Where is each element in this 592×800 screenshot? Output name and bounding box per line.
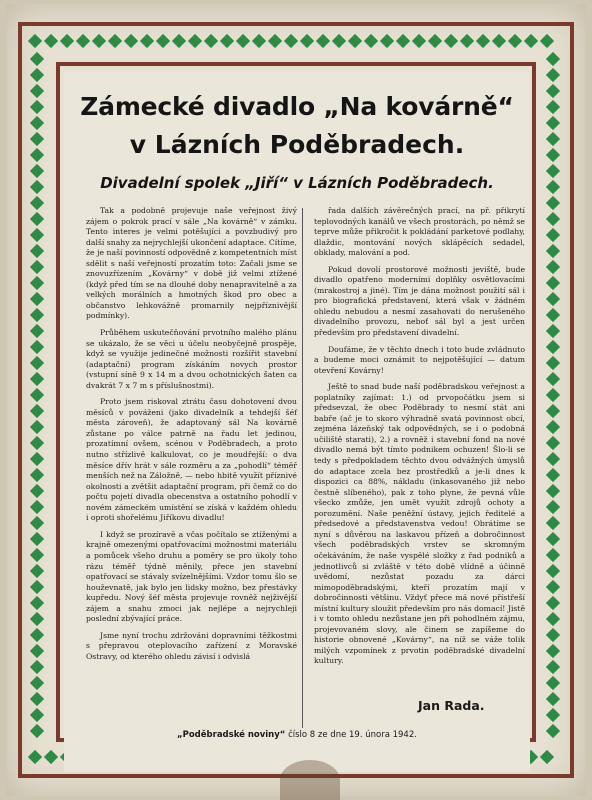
border-diamond (30, 692, 44, 706)
paragraph: Jsme nyní trochu zdržováni dopravními těžkostmi s přepravou oteplovacího zařízení z Moravské Ostravy, od kterého ohledu závisí i odvislá (86, 630, 297, 661)
border-diamond (30, 356, 44, 370)
border-diamond (546, 100, 560, 114)
paragraph: Tak a podobně projevuje naše veřejnost živý zájem o pokrok prací v sále „Na kovárně“ v zámku. Tento interes je velmi potěšující a povzbudivý pro další snahy za nejrychlejší ukončení adaptace. Cítíme, že je naší povinností odpovědně z kompetentních míst sdělit s naší veřejností prozatím toto: Začali jsme se znovuzřízením „Kovárny“ v době již velmi ztížené (když před tím se na dlouhé doby nenapravitelně a za velkých morálních a hmotných škod pro obec a občanstvo lehkovážně promarnily nejpříznivější podmínky). (86, 206, 297, 321)
issue-info: číslo 8 ze dne 19. února 1942. (285, 730, 417, 740)
border-diamond (204, 34, 218, 48)
border-diamond (30, 580, 44, 594)
border-diamond (546, 180, 560, 194)
border-diamond (30, 468, 44, 482)
border-diamond (30, 724, 44, 738)
border-diamond (28, 34, 42, 48)
border-diamond (30, 564, 44, 578)
diamond-border-top (28, 34, 554, 48)
paper-stain (280, 760, 340, 800)
frame-outer-left (18, 22, 22, 778)
border-diamond (546, 612, 560, 626)
diamond-border-right (546, 52, 560, 738)
border-diamond (30, 676, 44, 690)
border-diamond (546, 148, 560, 162)
border-diamond (546, 260, 560, 274)
frame-inner-right (532, 62, 536, 742)
border-diamond (546, 276, 560, 290)
border-diamond (30, 52, 44, 66)
paragraph: Ještě to snad bude naší poděbradskou veřejnost a poplatníky zajímat: 1.) od prvopočátku jsem si předsevzal, že obec Poděbrady to nesmí stát ani babře (ač je to skoro výhradně svatá povinnost obcí, zejména lázeňský tak odpovědných, se i o podobná učiliště starati), 2.) a rovněž i stavební fond na nové divadlo nemá být tímto podnikem ochuzen! Šlo-li se tedy s předpokladem těchto dvou odvážných úmyslů do adaptace zcela bez prostředků a je-li dnes k dispozici ca 88%, nákladu (inkasovaného již nebo čestně slíbeného), pak z toho plyne, že pevná vůle všecko zmůže, jen umět využít zdrojů ochoty a porozumění. Naše peněžní ústavy, jejich ředitelé a předsedové a představenstva vedou! Obrátíme se nyní s důvěrou na laskavou přízeň a dobročinnost všech poděbradských vrstev se skromným očekáváním, že naše vyspělé složky z řad podniků a jednotlivců si zvláště v této době vlídně a účinně uvědomí, nezůstat pozadu za dárci mimopoděbradskými, kteří prozatím mají v dobročinnosti většinu. Vždyť přece má nové přístřeší místní kultury sloužit především pro nás domací! Jistě i v tomto ohledu nezůstane jen při pohodlném zájmu, projevovaném slovy, ale činem se zapíšeme do historie obnovené „Kovárny“, na níž se váže tolik milých vzpomínek z prvotin poděbradské divadelní kultury. (314, 382, 525, 666)
border-diamond (546, 116, 560, 130)
border-diamond (220, 34, 234, 48)
border-diamond (546, 708, 560, 722)
border-diamond (30, 420, 44, 434)
border-diamond (546, 724, 560, 738)
border-diamond (380, 34, 394, 48)
border-diamond (268, 34, 282, 48)
border-diamond (546, 356, 560, 370)
border-diamond (30, 388, 44, 402)
frame-inner-top (56, 62, 536, 66)
border-diamond (546, 532, 560, 546)
author-signature: Jan Rada. (418, 698, 485, 713)
border-diamond (540, 750, 554, 764)
frame-outer-top (18, 22, 574, 26)
border-diamond (30, 548, 44, 562)
border-diamond (30, 660, 44, 674)
border-diamond (30, 644, 44, 658)
border-diamond (30, 244, 44, 258)
border-diamond (30, 452, 44, 466)
border-diamond (30, 372, 44, 386)
text-column-right (314, 206, 525, 673)
border-diamond (546, 372, 560, 386)
border-diamond (124, 34, 138, 48)
border-diamond (30, 516, 44, 530)
border-diamond (332, 34, 346, 48)
border-diamond (460, 34, 474, 48)
border-diamond (30, 324, 44, 338)
border-diamond (236, 34, 250, 48)
border-diamond (492, 34, 506, 48)
border-diamond (546, 228, 560, 242)
border-diamond (546, 196, 560, 210)
border-diamond (30, 228, 44, 242)
poster-content (64, 72, 530, 772)
border-diamond (546, 68, 560, 82)
border-diamond (284, 34, 298, 48)
border-diamond (546, 596, 560, 610)
border-diamond (546, 468, 560, 482)
border-diamond (546, 244, 560, 258)
border-diamond (188, 34, 202, 48)
border-diamond (44, 34, 58, 48)
border-diamond (546, 84, 560, 98)
border-diamond (30, 276, 44, 290)
border-diamond (30, 260, 44, 274)
border-diamond (546, 324, 560, 338)
border-diamond (30, 628, 44, 642)
border-diamond (546, 548, 560, 562)
border-diamond (30, 180, 44, 194)
paragraph: Průběhem uskutečňování prvotního malého plánu se ukázalo, že se věci u účelu neobyčejně prospěje, když se využije jedinečné možnosti rozšířit stavební (adaptační) program získáním novych prostor (vstupní síně 9 x 14 m a dvou ochotnických šaten ca dvakrát 7 x 7 m s příslušnostmi). (86, 328, 297, 390)
border-diamond (172, 34, 186, 48)
border-diamond (546, 164, 560, 178)
paragraph: Doufáme, že v těchto dnech i toto bude zvládnuto a budeme moci oznámit to nejpotěšující — datum otevření Kovárny! (314, 344, 525, 375)
border-diamond (546, 52, 560, 66)
border-diamond (30, 484, 44, 498)
border-diamond (30, 164, 44, 178)
border-diamond (364, 34, 378, 48)
border-diamond (30, 196, 44, 210)
border-diamond (546, 676, 560, 690)
border-diamond (30, 340, 44, 354)
border-diamond (92, 34, 106, 48)
poster-title-line1: Zámecké divadlo „Na kovárně“ (80, 92, 514, 121)
border-diamond (30, 68, 44, 82)
border-diamond (30, 532, 44, 546)
paragraph: I když se prozíravě a včas počítalo se ztíženými a krajně omezenými opatřovacími možnostmi materiálu a pomůcek všeho druhu a poměry se pro úkoly toho rázu téměř týdně měnily, přece jen stavební opatřovací se stávaly svízelnějšími. Vzdor tomu šlo se houževnatě, jak bylo jen lidsky možno, bez přestávky kupředu. Nový šéf města projevuje rovněž nejživější zájem a snahu zmoci jak nejlépe a nejrychleji poslední zbývající práce. (86, 529, 297, 624)
border-diamond (28, 750, 42, 764)
border-diamond (60, 34, 74, 48)
border-diamond (546, 340, 560, 354)
border-diamond (30, 116, 44, 130)
border-diamond (546, 436, 560, 450)
border-diamond (546, 660, 560, 674)
border-diamond (546, 452, 560, 466)
border-diamond (30, 708, 44, 722)
border-diamond (30, 500, 44, 514)
border-diamond (546, 212, 560, 226)
border-diamond (546, 292, 560, 306)
source-citation (64, 730, 530, 740)
border-diamond (30, 148, 44, 162)
border-diamond (30, 132, 44, 146)
border-diamond (546, 564, 560, 578)
paragraph: Proto jsem riskoval ztrátu času dohotovení dvou měsíců v pováženi (jako divadelník a tehdejší šéf města zároveň), že adaptovaný sál Na kovárně zůstane po válce patrně na řadu let jedinou, prozatímní ovšem, scénou v Poděbradech, a proto nutno střízlivě kalkulovat, co je moudřejší: o dva měsíce dřív hrát v sále rozměru a za „pohodlí“ téměř menších než na Záložně, — nebo hbitě využít příznivé okolnosti a zvětšit adaptační program, při čemž co do počtu pojetí divadla obecenstva a ostatního pohodlí v novém zámeckém umístění se získá v každém ohledu i oproti shořelému Jiříkovu divadlu! (86, 397, 297, 523)
border-diamond (476, 34, 490, 48)
newspaper-name: „Poděbradské noviny“ (177, 730, 286, 740)
paragraph: řada dalších závěrečných prací, na př. přikrytí teplovodných kanálů ve všech prostorách, po němž se teprve může přikročit k pokládání parketové podlahy, dlaždic, montování nových sklápěcích sedadel, obklady, malování a pod. (314, 206, 525, 258)
border-diamond (546, 628, 560, 642)
border-diamond (252, 34, 266, 48)
border-diamond (30, 292, 44, 306)
paragraph: Pokud dovolí prostorové možnosti jeviště, bude divadlo opatřeno moderními doplňky osvětlovacími (mrakostroj a jiné). Tím je dána možnost použití sál i pro biografická představení, která však v žádném ohledu nebudou a nesmí zasahovati do nerušeného divadelního provozu, neboť sál byl a jest určen především pro představení divadelní. (314, 264, 525, 338)
border-diamond (30, 308, 44, 322)
border-diamond (546, 484, 560, 498)
border-diamond (30, 212, 44, 226)
frame-inner-left (56, 62, 60, 742)
border-diamond (546, 388, 560, 402)
poster-subtitle: Divadelní spolek „Jiří“ v Lázních Poděbradech. (100, 174, 494, 192)
border-diamond (508, 34, 522, 48)
border-diamond (546, 404, 560, 418)
border-diamond (428, 34, 442, 48)
border-diamond (30, 612, 44, 626)
border-diamond (348, 34, 362, 48)
border-diamond (30, 100, 44, 114)
poster-title-line2: v Lázních Poděbradech. (129, 130, 465, 159)
border-diamond (30, 596, 44, 610)
border-diamond (546, 500, 560, 514)
border-diamond (140, 34, 154, 48)
column-divider (302, 208, 303, 728)
border-diamond (546, 516, 560, 530)
border-diamond (546, 308, 560, 322)
border-diamond (546, 580, 560, 594)
border-diamond (30, 404, 44, 418)
text-column-left (86, 206, 297, 668)
border-diamond (156, 34, 170, 48)
border-diamond (396, 34, 410, 48)
border-diamond (546, 420, 560, 434)
border-diamond (76, 34, 90, 48)
diamond-border-left (30, 52, 44, 738)
border-diamond (30, 436, 44, 450)
border-diamond (546, 644, 560, 658)
border-diamond (108, 34, 122, 48)
border-diamond (44, 750, 58, 764)
border-diamond (546, 132, 560, 146)
frame-outer-right (570, 22, 574, 778)
border-diamond (540, 34, 554, 48)
border-diamond (412, 34, 426, 48)
border-diamond (444, 34, 458, 48)
border-diamond (30, 84, 44, 98)
border-diamond (524, 34, 538, 48)
border-diamond (546, 692, 560, 706)
border-diamond (316, 34, 330, 48)
border-diamond (300, 34, 314, 48)
